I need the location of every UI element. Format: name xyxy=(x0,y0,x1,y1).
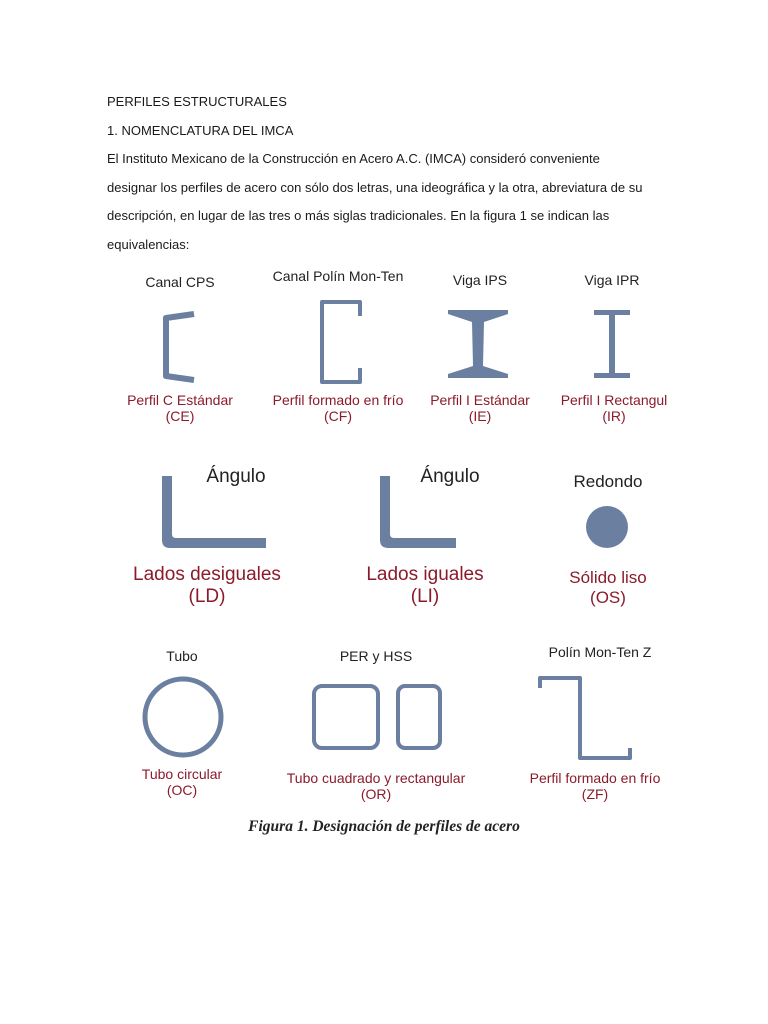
document-subheading: 1. NOMENCLATURA DEL IMCA xyxy=(107,122,294,138)
profile-viga-ipr-label xyxy=(544,392,684,424)
profile-code: (IE) xyxy=(468,408,492,425)
angle-equal-icon xyxy=(376,474,458,550)
profile-title: Viga IPR xyxy=(584,272,640,288)
profile-angulo-li-label xyxy=(340,564,510,608)
profile-name: Perfil C Estándar xyxy=(127,392,233,408)
profile-title: Canal CPS xyxy=(145,274,215,290)
profile-code: (OC) xyxy=(166,782,198,799)
profile-polin-z-label xyxy=(510,770,680,802)
profile-title: Tubo xyxy=(166,648,198,664)
profile-canal-polin xyxy=(258,268,418,284)
profile-per-hss xyxy=(316,648,436,664)
profile-name: Perfil I Estándar xyxy=(430,392,530,408)
i-beam-standard-icon xyxy=(446,306,510,382)
paragraph-line: El Instituto Mexicano de la Construcción en Acero A.C. (IMCA) consideró conveniente xyxy=(107,151,600,166)
cold-formed-channel-icon xyxy=(314,296,364,388)
square-rect-tube-icon xyxy=(310,682,446,752)
profile-code: (LD) xyxy=(188,585,226,607)
profile-code: (OR) xyxy=(360,786,392,803)
profile-canal-cps-label xyxy=(100,392,260,424)
profile-name: Tubo cuadrado y rectangular xyxy=(286,770,466,786)
paragraph-line: descripción, en lugar de las tres o más siglas tradicionales. En la figura 1 se indican las xyxy=(107,208,610,223)
profile-name: Tubo circular xyxy=(141,766,223,782)
profile-title: Polín Mon-Ten Z xyxy=(548,644,652,660)
channel-shape-icon xyxy=(158,310,198,384)
profile-canal-cps xyxy=(120,274,240,290)
profile-title: Redondo xyxy=(573,472,643,491)
profile-code: (IR) xyxy=(602,408,626,425)
profile-canal-polin-label xyxy=(252,392,424,424)
profile-viga-ipr xyxy=(552,272,672,288)
solid-round-icon xyxy=(584,504,630,550)
profile-code: (CE) xyxy=(165,408,195,425)
paragraph-line: designar los perfiles de acero con sólo dos letras, una ideográfica y la otra, abreviatura de su xyxy=(107,179,643,195)
profile-viga-ips-label xyxy=(418,392,542,424)
steel-profiles-figure xyxy=(100,262,680,810)
profile-title: PER y HSS xyxy=(339,648,413,664)
profile-code: (CF) xyxy=(324,408,352,425)
document-heading: PERFILES ESTRUCTURALES xyxy=(107,94,287,109)
profile-name: Perfil formado en frío xyxy=(272,392,404,408)
profile-name: Lados iguales xyxy=(366,564,484,585)
z-profile-icon xyxy=(536,672,636,764)
profile-code: (OS) xyxy=(590,587,626,607)
angle-unequal-icon xyxy=(158,474,268,550)
profile-viga-ips xyxy=(420,272,540,288)
profile-title: Ángulo xyxy=(206,466,266,487)
profile-name: Perfil I Rectangul xyxy=(560,392,668,408)
profile-redondo-label xyxy=(540,568,676,607)
i-beam-rectangular-icon xyxy=(590,306,634,382)
profile-title: Viga IPS xyxy=(452,272,508,288)
profile-title: Ángulo xyxy=(420,466,480,487)
profile-name: Perfil formado en frío xyxy=(529,770,661,786)
profile-tubo xyxy=(134,648,230,664)
profile-code: (ZF) xyxy=(581,786,609,803)
profile-redondo xyxy=(548,472,668,492)
profile-tubo-label xyxy=(122,766,242,798)
profile-name: Sólido liso xyxy=(569,568,647,587)
document-text xyxy=(107,88,667,259)
profile-name: Lados desiguales xyxy=(133,564,281,585)
circular-tube-icon xyxy=(140,674,226,760)
profile-code: (LI) xyxy=(410,585,440,607)
paragraph-line: equivalencias: xyxy=(107,236,190,252)
profile-per-hss-label xyxy=(276,770,476,802)
profile-title: Canal Polín Mon-Ten xyxy=(272,268,404,284)
figure-caption: Figura 1. Designación de perfiles de acero xyxy=(248,818,520,835)
profile-polin-z xyxy=(520,644,680,660)
profile-angulo-ld-label xyxy=(122,564,292,608)
